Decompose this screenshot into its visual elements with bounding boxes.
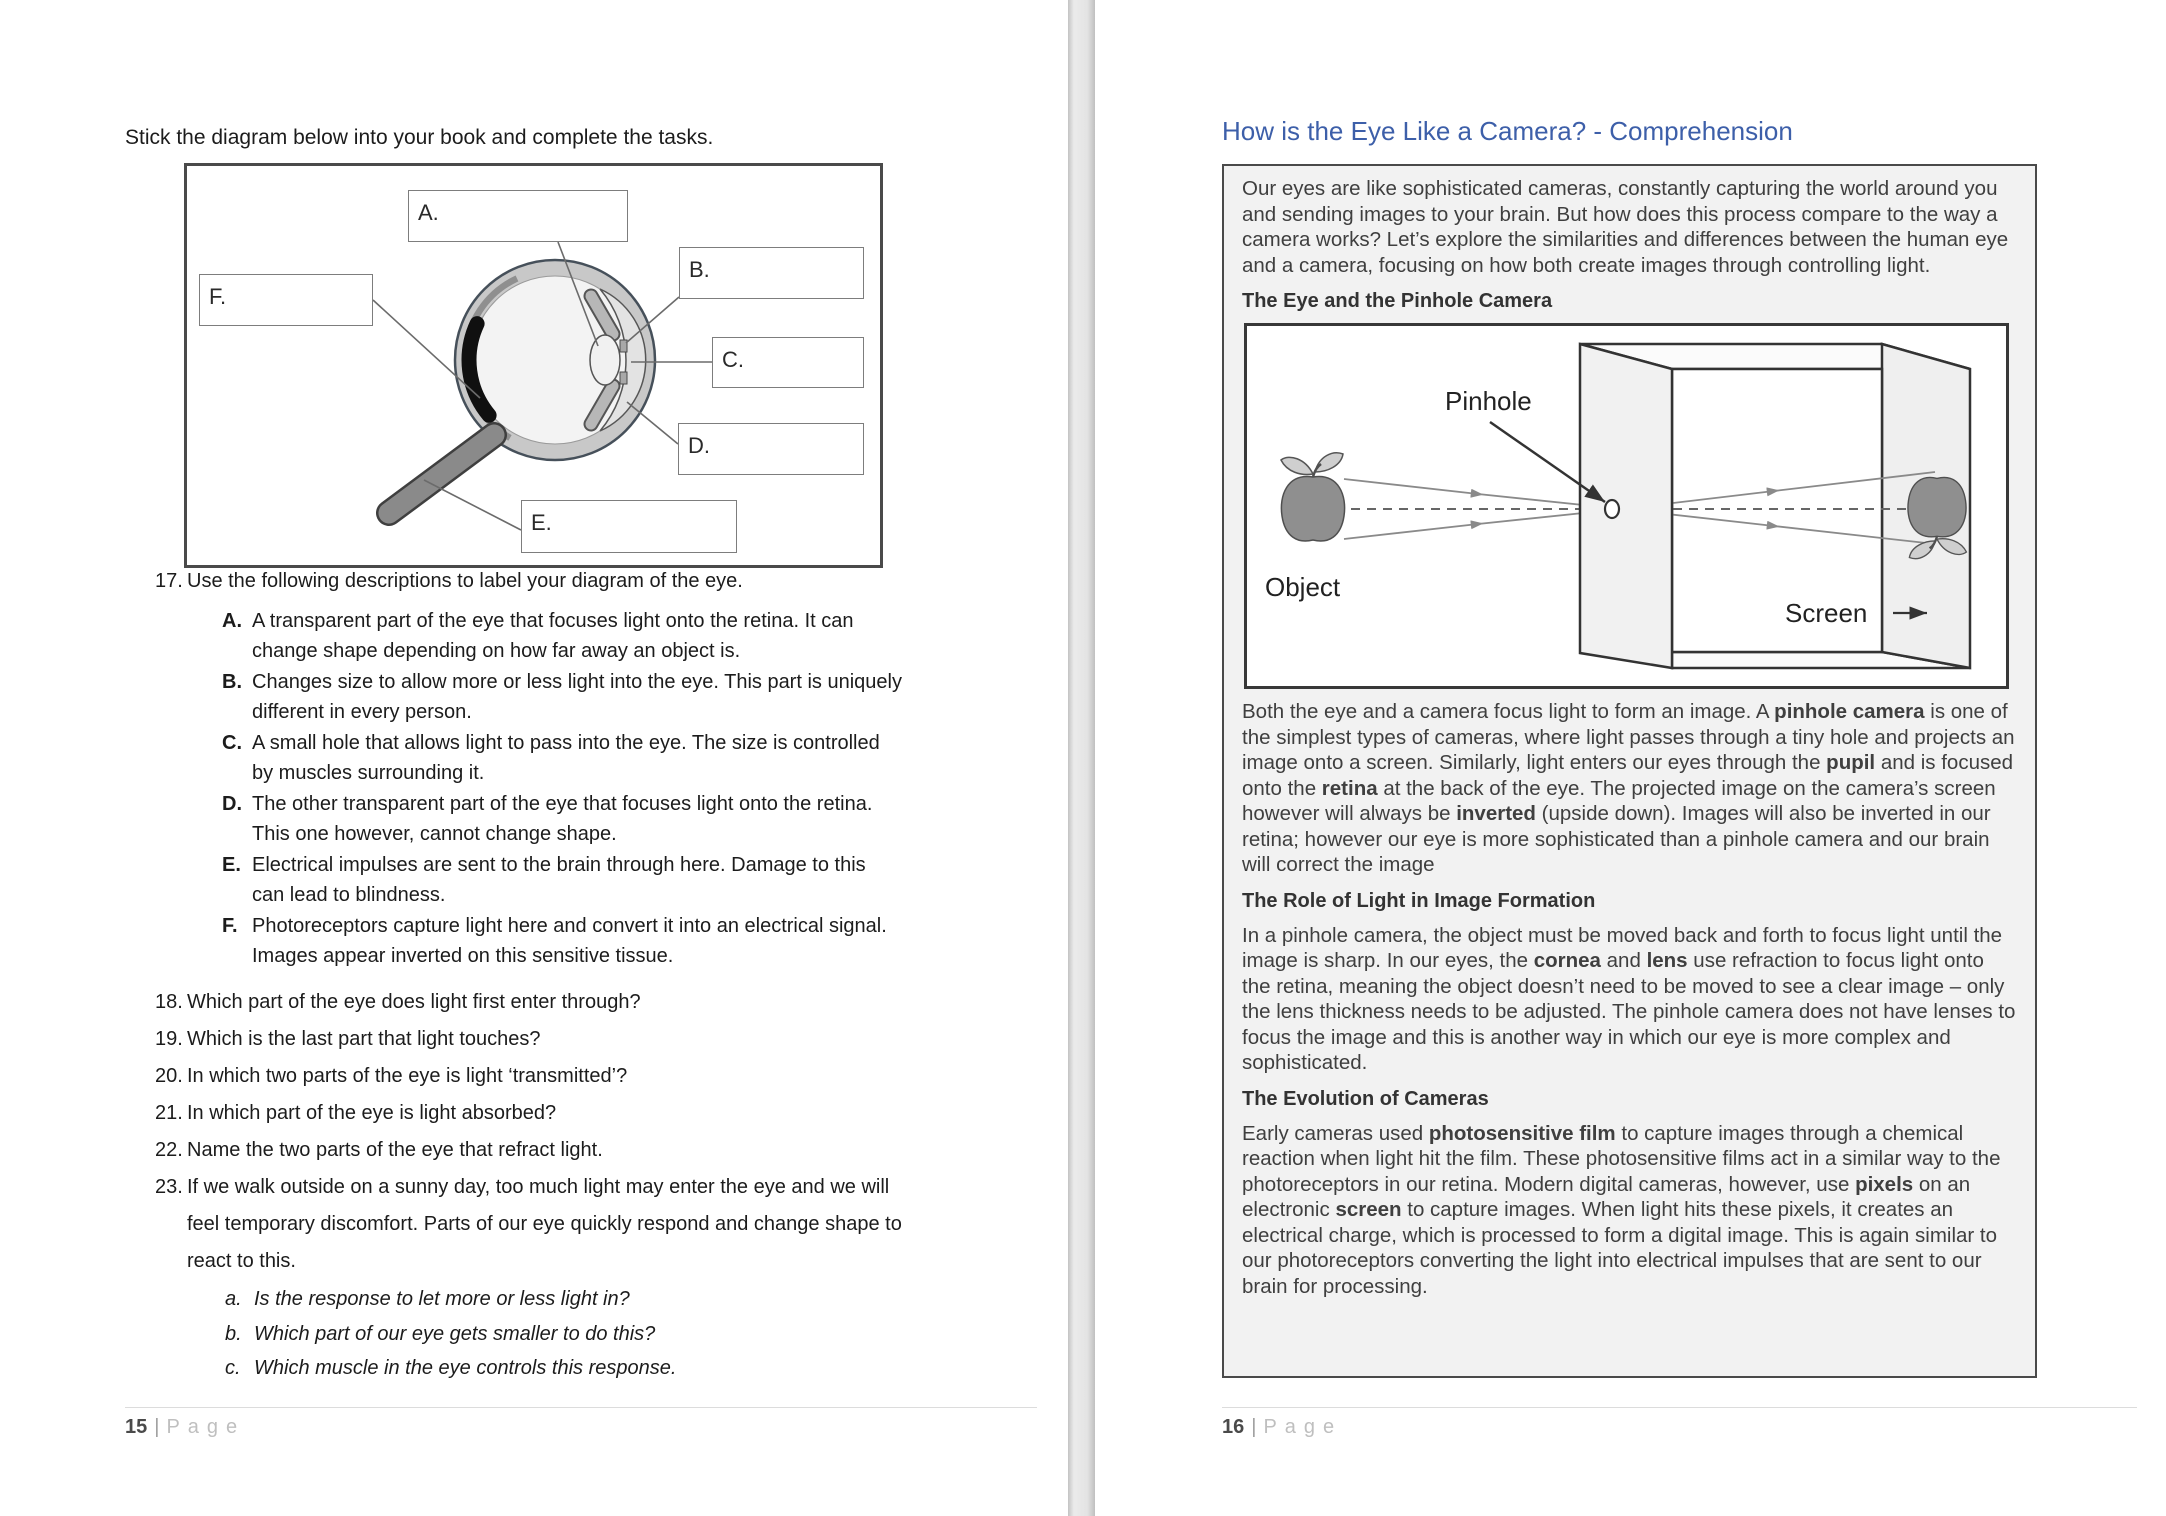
question-text: If we walk outside on a sunny day, too much light may enter the eye and we will feel temporary discomfort. Parts of our eye quickly respond and change shape to react to this.: [187, 1176, 902, 1272]
paragraph: [1242, 176, 2017, 278]
question-text: Use the following descriptions to label your diagram of the eye.: [187, 570, 743, 592]
text-run: Early cameras used: [1242, 1121, 1429, 1145]
label-box-d: D.: [678, 423, 864, 475]
pinhole-illustration: [1247, 326, 2006, 686]
description-letter: A.: [222, 610, 242, 632]
sub-question-list: [225, 1282, 1045, 1386]
question-number: 20.: [155, 1065, 183, 1087]
description-item: [222, 789, 946, 849]
text-run: is one of the simplest types of cameras, where light passes through a tiny hole and projects an image onto a screen. Similarly, light enters our eyes through the: [1242, 700, 2015, 774]
description-item: [222, 667, 946, 727]
description-text: The other transparent part of the eye that focuses light onto the retina. This one however, cannot change shape.: [252, 793, 873, 845]
description-text: A small hole that allows light to pass into the eye. The size is controlled by muscles surrounding it.: [252, 732, 880, 784]
question-text: Which part of the eye does light first enter through?: [187, 991, 641, 1013]
bold-term: screen: [1335, 1198, 1402, 1221]
question-text: Name the two parts of the eye that refract light.: [187, 1139, 603, 1161]
description-letter: E.: [222, 854, 241, 876]
paragraph: [1242, 923, 2017, 1076]
footer-rule: [125, 1407, 1037, 1408]
label-box-f: F.: [199, 274, 373, 326]
text-run: (upside down). Images will also be inverted in our retina; however our eye is more sophisticated than a pinhole camera and our brain will correct the image: [1242, 802, 1991, 876]
text-run: use refraction to focus light onto the retina, meaning the object doesn’t need to be moved to see a clear image – only the lens thickness needs to be adjusted. The pinhole camera does not have lenses to focus the image and this is another way in which our eye is more complex and sophisticated.: [1242, 949, 2016, 1074]
text-run: on an electronic: [1242, 1172, 1971, 1221]
text-run: In a pinhole camera, the object must be moved back and forth to focus light until the image is sharp. In our eyes, the: [1242, 923, 2003, 972]
bold-term: photosensitive film: [1428, 1121, 1616, 1145]
pinhole-camera-diagram: [1244, 323, 2009, 689]
description-text: Electrical impulses are sent to the brain through here. Damage to this can lead to blindness.: [252, 854, 866, 906]
footer-rule: [1222, 1407, 2137, 1408]
footer-label: Page: [166, 1416, 246, 1438]
description-item: [222, 911, 946, 971]
description-item: [222, 850, 946, 910]
question-number: 17.: [155, 570, 183, 592]
bold-term: The Role of Light in Image Formation: [1242, 889, 1596, 912]
sub-question-letter: c.: [225, 1357, 241, 1379]
bold-term: pixels: [1855, 1172, 1914, 1196]
sub-question-item: [225, 1282, 1045, 1317]
bold-term: pupil: [1826, 751, 1876, 774]
paragraph: [1242, 1121, 2017, 1300]
description-text: Photoreceptors capture light here and convert it into an electrical signal. Images appear inverted on this sensitive tissue.: [252, 915, 887, 967]
footer-separator: |: [1251, 1416, 1257, 1438]
description-item: [222, 728, 946, 788]
eye-diagram: [184, 163, 883, 568]
description-item: [222, 606, 946, 666]
question-item: [155, 1021, 1045, 1058]
object-apple-icon: [1281, 453, 1345, 541]
page-number: 16: [1222, 1416, 1245, 1438]
section-heading: [1242, 1087, 2017, 1112]
question-17: [155, 570, 743, 593]
page-number: 15: [125, 1416, 148, 1438]
text-run: to capture images. When light hits these pixels, it creates an electrical charge, which is processed to form a digital image. This is again similar to our photoreceptors converting the light into electrical impulses that are sent to our brain for processing.: [1242, 1198, 1998, 1298]
sub-question-item: [225, 1351, 1045, 1386]
question-number: 19.: [155, 1028, 183, 1050]
question-number: 18.: [155, 991, 183, 1013]
question-text: In which part of the eye is light absorbed?: [187, 1102, 557, 1124]
sub-question-item: [225, 1317, 1045, 1352]
sub-question-letter: b.: [225, 1322, 242, 1345]
question-number: 23.: [155, 1176, 183, 1198]
sub-question-text: Which part of our eye gets smaller to do this?: [254, 1322, 656, 1345]
label-box-e: E.: [521, 500, 737, 553]
text-run: Our eyes are like sophisticated cameras, constantly capturing the world around you and sending images to your brain. But how does this process compare to the way a camera works? Let’s explore the similarities and differences between the human eye and a camera, focusing on how both create images through controlling light.: [1242, 177, 2009, 277]
text-run: Both the eye and a camera focus light to form an image. A: [1242, 700, 1775, 723]
text-run: at the back of the eye. The projected image on the camera’s screen however will always be: [1242, 776, 1996, 825]
question-item: [155, 984, 1045, 1021]
page-footer: [1222, 1416, 1342, 1439]
text-run: and is focused onto the: [1242, 751, 2014, 800]
label-box-a: A.: [408, 190, 628, 242]
pinhole-label: Pinhole: [1445, 386, 1532, 416]
page-title: How is the Eye Like a Camera? - Comprehension: [1222, 116, 1793, 146]
question-item: [155, 1058, 1045, 1095]
question-number: 21.: [155, 1102, 183, 1124]
description-letter: F.: [222, 915, 238, 937]
description-text: A transparent part of the eye that focuses light onto the retina. It can change shape depending on how far away an object is.: [252, 610, 854, 662]
question-number: 22.: [155, 1139, 183, 1161]
page-gutter: [1068, 0, 1095, 1516]
screen-label: Screen: [1785, 598, 1868, 628]
bold-term: The Eye and the Pinhole Camera: [1242, 290, 1553, 312]
sub-question-letter: a.: [225, 1288, 242, 1310]
question-item: [155, 1095, 1045, 1132]
description-letter: D.: [222, 793, 242, 815]
sub-question-text: Is the response to let more or less light in?: [254, 1288, 630, 1310]
question-text: Which is the last part that light touches?: [187, 1028, 541, 1050]
comprehension-box: [1222, 164, 2037, 1378]
description-letter: C.: [222, 732, 242, 754]
footer-separator: |: [154, 1416, 160, 1438]
paragraph: [1242, 699, 2017, 878]
bold-term: lens: [1646, 949, 1688, 972]
bold-term: pinhole camera: [1774, 700, 1925, 723]
pinhole-icon: [1605, 500, 1619, 518]
instruction-text: Stick the diagram below into your book and complete the tasks.: [125, 126, 714, 149]
text-run: to capture images through a chemical reaction when light hit the film. These photosensitive films act in a similar way to the photoreceptors in our retina. Modern digital cameras, however, use: [1242, 1121, 2001, 1196]
object-label: Object: [1265, 572, 1341, 602]
question-item: [155, 1132, 1045, 1169]
footer-label: Page: [1263, 1416, 1343, 1438]
label-box-c: C.: [712, 337, 864, 388]
section-heading: [1242, 889, 2017, 914]
description-list: [222, 606, 946, 972]
description-text: Changes size to allow more or less light into the eye. This part is uniquely different in every person.: [252, 671, 902, 723]
label-box-b: B.: [679, 247, 864, 299]
text-run: and: [1600, 949, 1647, 972]
bold-term: retina: [1321, 776, 1378, 800]
description-letter: B.: [222, 671, 242, 693]
page-footer: [125, 1416, 245, 1439]
question-list: [155, 984, 1045, 1386]
question-text: In which two parts of the eye is light ‘transmitted’?: [187, 1065, 628, 1087]
bold-term: cornea: [1533, 949, 1601, 972]
question-23: [155, 1169, 1045, 1280]
sub-question-text: Which muscle in the eye controls this response.: [254, 1357, 677, 1379]
section-heading: [1242, 289, 2017, 314]
bold-term: inverted: [1456, 802, 1536, 825]
bold-term: The Evolution of Cameras: [1242, 1087, 1489, 1110]
